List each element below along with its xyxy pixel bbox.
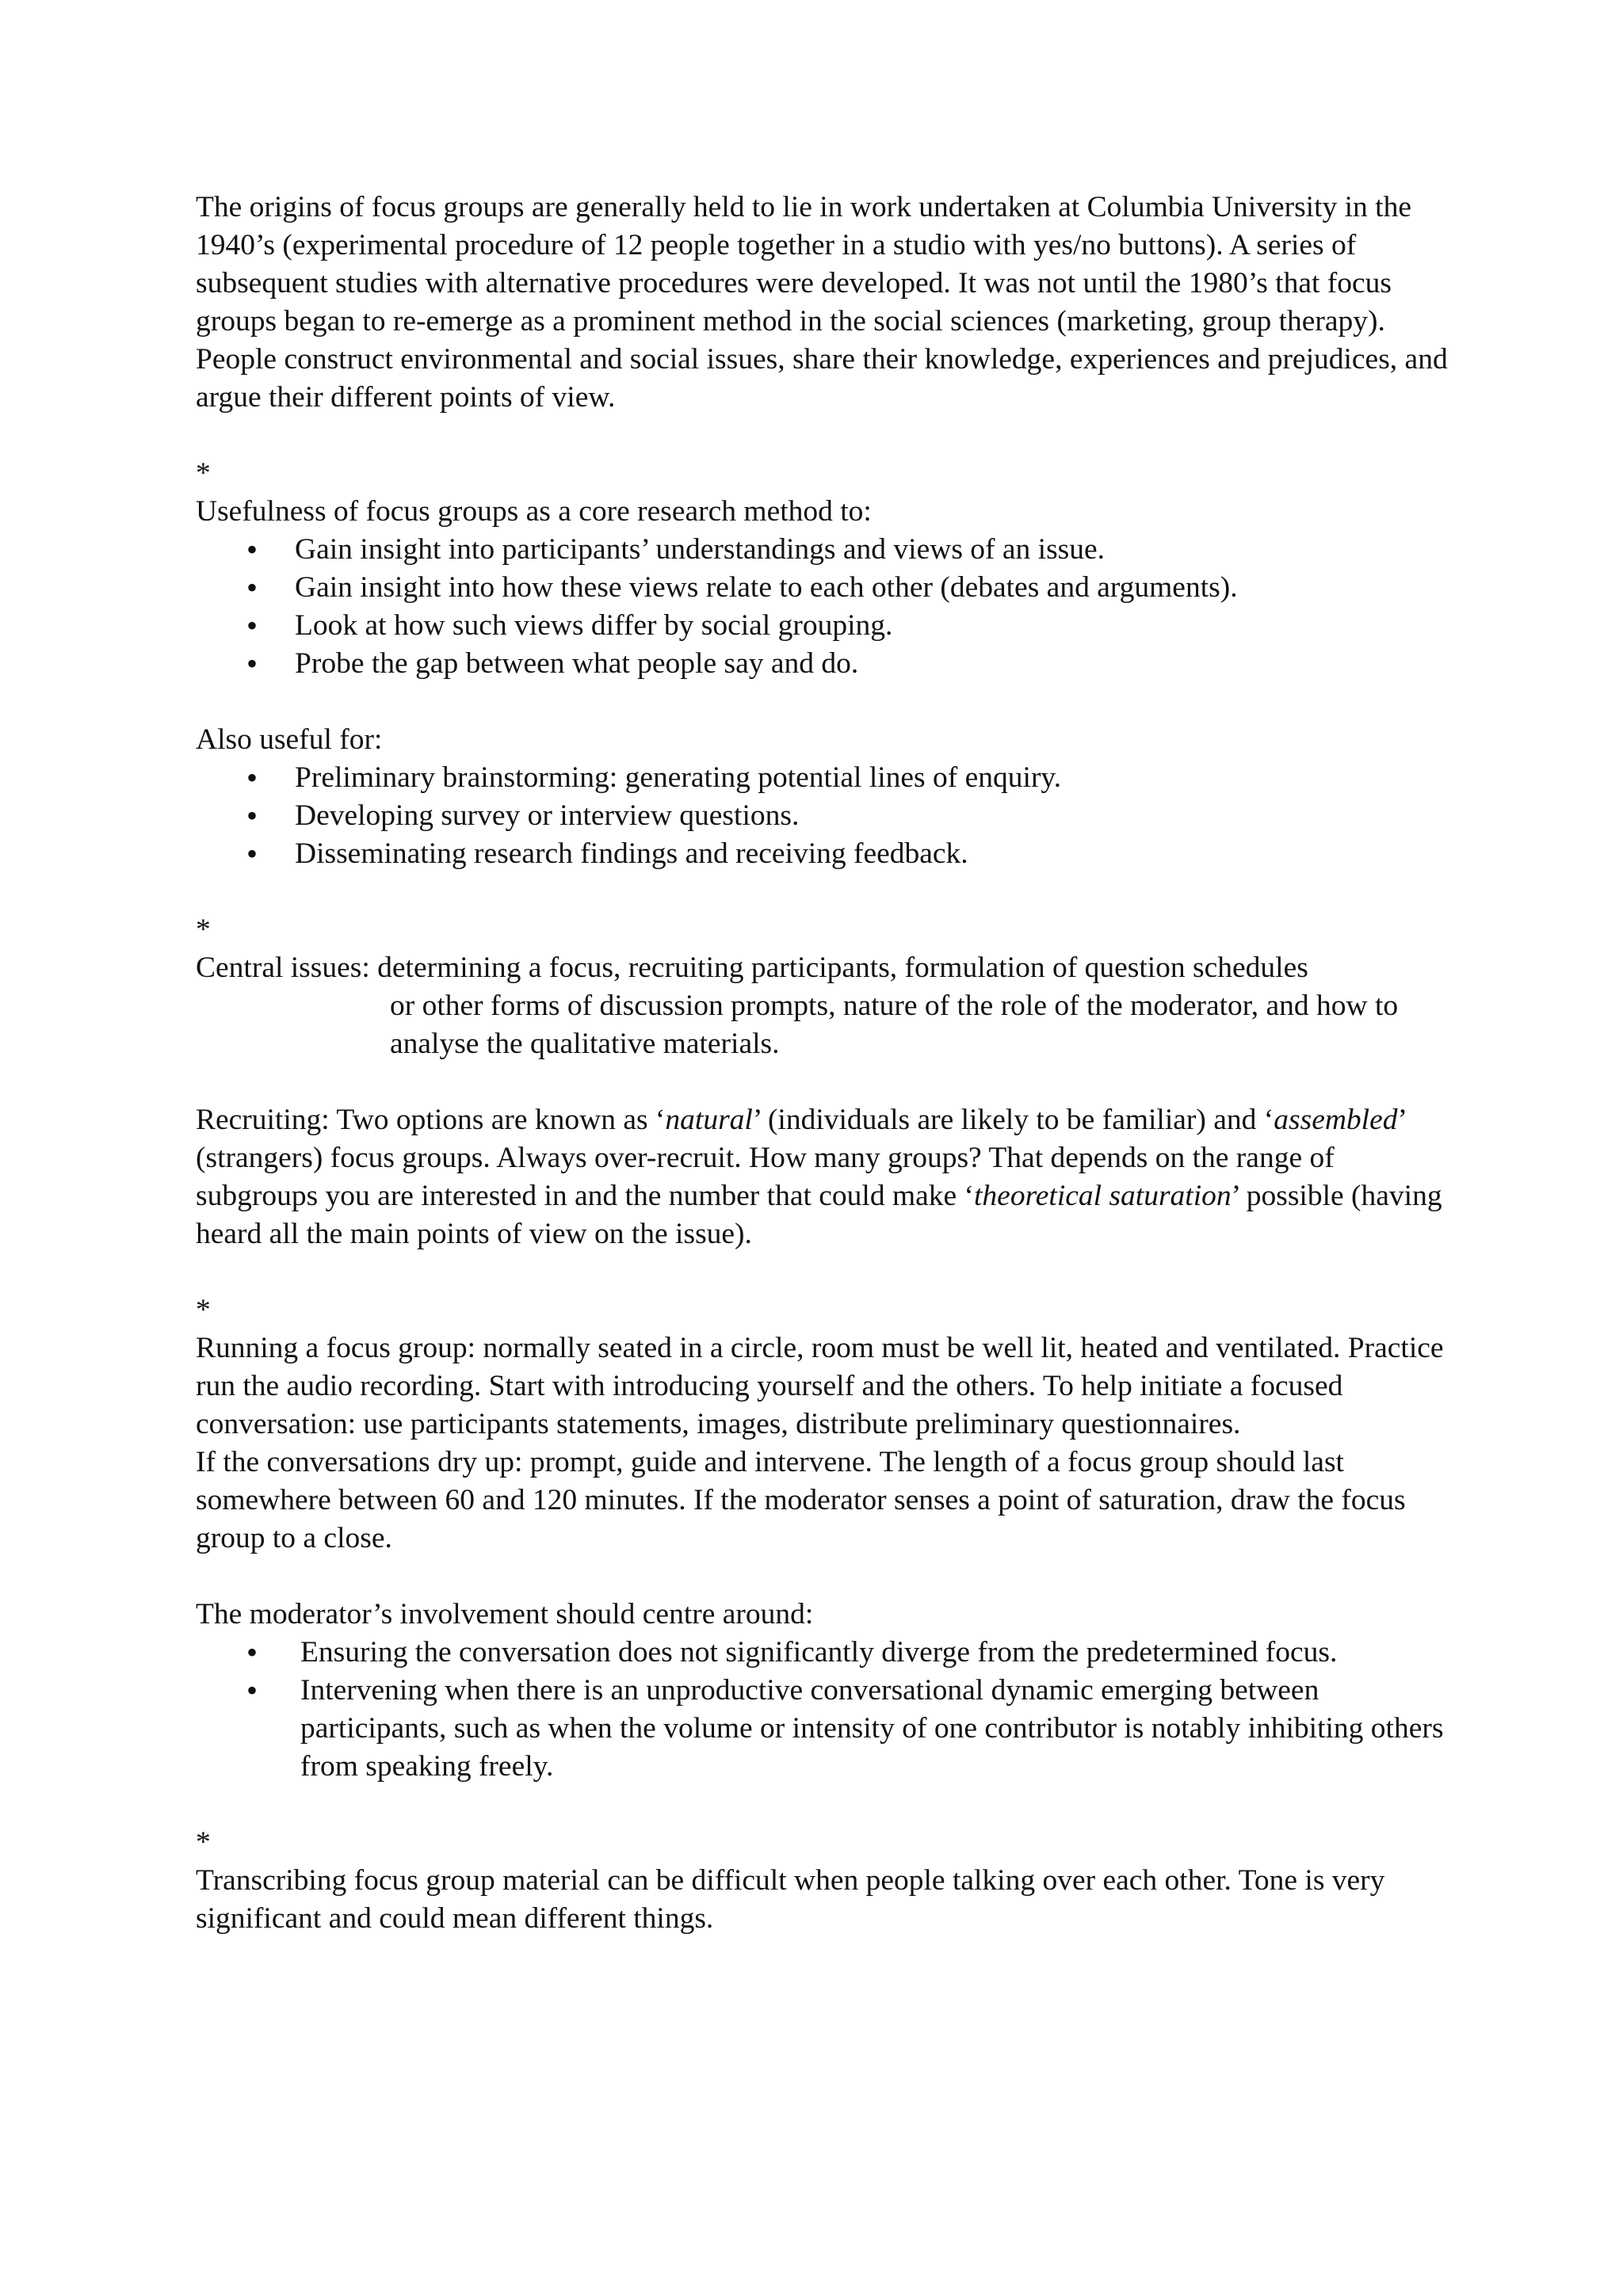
central-issues-line-1: determining a focus, recruiting participants, formulation of question schedules	[377, 952, 1308, 984]
spacer	[196, 683, 1456, 721]
recruiting-term-theoretical-saturation: theoretical saturation	[974, 1180, 1232, 1212]
moderator-list	[196, 1634, 1456, 1786]
usefulness-list	[196, 531, 1456, 683]
central-issues-continuation: or other forms of discussion prompts, nature of the role of the moderator, and how to analyse the qualitative materials.	[390, 990, 1399, 1060]
running-paragraph: Running a focus group: normally seated in a circle, room must be well lit, heated and ventilated. Practice run the audio recording. Start with introducing yourself and the others. To help initiate a focused conversation: use participants statements, images, distribute preliminary questionnaires.	[196, 1332, 1444, 1440]
list-item: • Gain insight into participants’ understandings and views of an issue.	[196, 531, 1456, 569]
list-item: • Ensuring the conversation does not significantly diverge from the predetermined focus.	[196, 1634, 1456, 1672]
also-useful-heading: Also useful for:	[196, 723, 383, 756]
list-item: • Developing survey or interview questions.	[196, 797, 1456, 835]
recruiting-text: ’ (strangers) focus groups. Always over-recruit. How many groups? That depends on the range of subgroups you are interested in and the number that could make ‘	[196, 1104, 1406, 1212]
moderator-heading: The moderator’s involvement should centre around:	[196, 1598, 814, 1630]
list-item: • Disseminating research findings and receiving feedback.	[196, 835, 1456, 873]
recruiting-text: Recruiting: Two options are known as ‘	[196, 1104, 666, 1136]
list-item: • Probe the gap between what people say and do.	[196, 645, 1456, 683]
recruiting-term-natural: natural	[665, 1104, 753, 1136]
list-item: • Preliminary brainstorming: generating potential lines of enquiry.	[196, 759, 1456, 797]
spacer	[196, 873, 1456, 911]
central-issues-label: Central issues:	[196, 952, 378, 984]
section-separator: *	[196, 457, 211, 490]
intro-paragraph-2: People construct environmental and social issues, share their knowledge, experiences and prejudices, and argue their different points of view.	[196, 343, 1448, 414]
document-page	[196, 189, 1456, 1938]
list-item: • Gain insight into how these views relate to each other (debates and arguments).	[196, 569, 1456, 607]
spacer	[196, 1558, 1456, 1596]
usefulness-heading: Usefulness of focus groups as a core research method to:	[196, 495, 872, 528]
spacer	[196, 1253, 1456, 1291]
spacer	[196, 1786, 1456, 1824]
list-item: • Intervening when there is an unproductive conversational dynamic emerging between participants, such as when the volume or intensity of one contributor is notably inhibiting others from speaking freely.	[196, 1672, 1456, 1786]
running-paragraph-2: If the conversations dry up: prompt, guide and intervene. The length of a focus group should last somewhere between 60 and 120 minutes. If the moderator senses a point of saturation, draw the focus group to a close.	[196, 1446, 1406, 1554]
section-separator: *	[196, 1826, 211, 1859]
recruiting-text: ’ (individuals are likely to be familiar) and ‘	[752, 1104, 1274, 1136]
list-item: • Look at how such views differ by social grouping.	[196, 607, 1456, 645]
recruiting-term-assembled: assembled	[1274, 1104, 1398, 1136]
recruiting-text: ’ possible (having heard all the main points of view on the issue).	[196, 1180, 1442, 1250]
spacer	[196, 1063, 1456, 1101]
transcribing-paragraph: Transcribing focus group material can be difficult when people talking over each other. Tone is very significant and could mean different things.	[196, 1864, 1385, 1935]
section-separator: *	[196, 1294, 211, 1326]
also-useful-list	[196, 759, 1456, 873]
section-separator: *	[196, 913, 211, 946]
recruiting-paragraph	[196, 1101, 1456, 1253]
spacer	[196, 417, 1456, 455]
intro-paragraph: The origins of focus groups are generally held to lie in work undertaken at Columbia University in the 1940’s (experimental procedure of 12 people together in a studio with yes/no buttons). A series of subsequent studies with alternative procedures were developed. It was not until the 1980’s that focus groups began to re-emerge as a prominent method in the social sciences (marketing, group therapy).	[196, 191, 1411, 338]
central-issues-paragraph	[196, 949, 1456, 987]
